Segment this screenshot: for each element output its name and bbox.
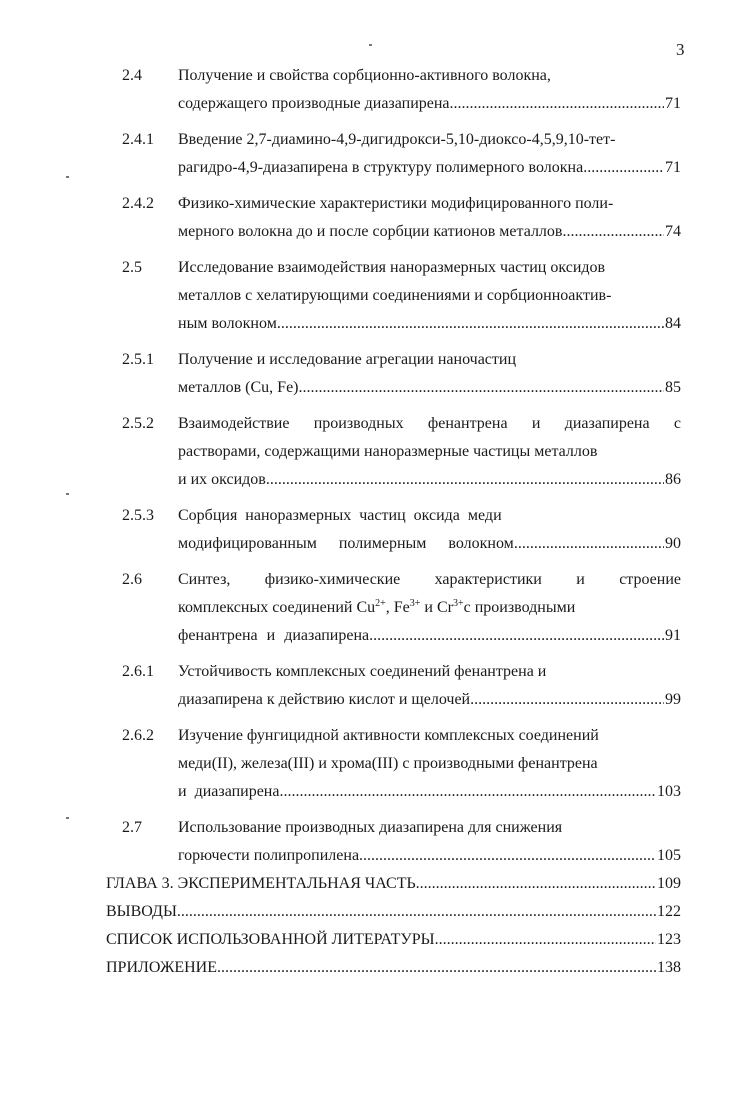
toc-entry-page: 105 xyxy=(657,847,681,864)
toc-entry-text: фенантрена и диазапирена xyxy=(178,627,370,644)
toc-chapter xyxy=(106,926,681,954)
toc-chapter-title: ВЫВОДЫ xyxy=(106,903,177,920)
toc-chapter xyxy=(106,954,681,982)
toc-entry-text: мерного волокна до и после сорбции катионов металлов xyxy=(178,223,563,240)
toc-chapter xyxy=(106,898,681,926)
dot-leader xyxy=(514,530,664,558)
toc-entry-text: Введение 2,7-диамино-4,9-дигидрокси-5,10-диоксо-4,5,9,10-тет- xyxy=(178,131,616,148)
toc-entry-text: металлов с хелатирующими соединениями и сорбционноактив- xyxy=(178,287,612,304)
toc-entry-page: 90 xyxy=(665,535,681,552)
dot-leader xyxy=(266,466,664,494)
toc-entry-text: Физико-химические характеристики модифицированного поли- xyxy=(178,195,614,212)
toc-entry xyxy=(0,566,733,650)
toc-entry-page: 103 xyxy=(657,783,681,800)
toc-entry-page: 71 xyxy=(665,95,681,112)
dot-leader xyxy=(562,218,664,246)
toc-entry-text: Использование производных диазапирена для снижения xyxy=(178,819,563,836)
toc-chapter-page: 123 xyxy=(657,931,681,948)
toc-entry-number: 2.6.1 xyxy=(122,663,154,680)
toc-chapter-title: ГЛАВА 3. ЭКСПЕРИМЕНТАЛЬНАЯ ЧАСТЬ xyxy=(106,875,416,892)
toc-entry-text: рагидро-4,9-диазапирена в структуру полимерного волокна xyxy=(178,159,584,176)
toc-entry-text: Сорбция наноразмерных частиц оксида меди xyxy=(178,507,502,524)
toc-entry-page: 99 xyxy=(665,691,681,708)
dot-leader xyxy=(277,310,664,338)
toc-entry xyxy=(0,190,733,246)
dot-leader xyxy=(369,622,664,650)
toc-entry-page: 84 xyxy=(665,315,681,332)
toc-entry-text: модифицированным полимерным волокном xyxy=(178,535,514,552)
toc-entry-number: 2.5.3 xyxy=(122,507,154,524)
dot-leader xyxy=(279,778,656,806)
toc-entry xyxy=(0,126,733,182)
toc-chapter-page: 109 xyxy=(657,875,681,892)
toc-entry xyxy=(0,658,733,714)
toc-entry-text: Получение и исследование агрегации наночастиц xyxy=(178,351,517,368)
toc-entry-text: Синтез, физико-химические характеристики и строение xyxy=(178,571,681,588)
toc-entry-number: 2.5.2 xyxy=(122,415,154,432)
toc-entry-page: 71 xyxy=(665,159,681,176)
toc-chapter xyxy=(106,870,681,898)
toc-entry-number: 2.6.2 xyxy=(122,727,154,744)
toc-entry-text: диазапирена к действию кислот и щелочей xyxy=(178,691,471,708)
toc-entry-text: горючести полипропилена xyxy=(178,847,360,864)
toc-entry-number: 2.4.1 xyxy=(122,131,154,148)
toc-entry-text: Получение и свойства сорбционно-активного волокна, xyxy=(178,67,551,84)
toc-entry-page: 86 xyxy=(665,471,681,488)
toc-entry-text: Взаимодействие производных фенантрена и диазапирена с xyxy=(178,415,681,432)
toc-entry-text: и их оксидов xyxy=(178,471,266,488)
toc-entry-number: 2.5.1 xyxy=(122,351,154,368)
table-of-contents xyxy=(0,62,733,982)
dot-leader xyxy=(416,870,656,898)
toc-entry-number: 2.7 xyxy=(122,819,142,836)
toc-entry xyxy=(0,814,733,870)
dot-leader xyxy=(217,954,656,982)
toc-entry-text: и диазапирена xyxy=(178,783,280,800)
toc-chapter-title: СПИСОК ИСПОЛЬЗОВАННОЙ ЛИТЕРАТУРЫ xyxy=(106,931,435,948)
dot-leader xyxy=(450,90,664,118)
toc-entry-text: содержащего производные диазапирена xyxy=(178,95,450,112)
toc-entry xyxy=(0,502,733,558)
toc-chapter-page: 138 xyxy=(657,959,681,976)
toc-entry xyxy=(0,62,733,118)
toc-entry-text: металлов (Cu, Fe) xyxy=(178,379,299,396)
dot-leader xyxy=(359,842,656,870)
toc-entry-number: 2.4 xyxy=(122,67,142,84)
toc-entry-text: Изучение фунгицидной активности комплексных соединений xyxy=(178,727,599,744)
toc-entry xyxy=(0,254,733,338)
toc-entry-number: 2.5 xyxy=(122,259,142,276)
toc-entry-text: меди(II), железа(III) и хрома(III) с производными фенантрена xyxy=(178,755,598,772)
scan-mark xyxy=(369,44,372,46)
toc-entry-number: 2.4.2 xyxy=(122,195,154,212)
dot-leader xyxy=(177,898,656,926)
toc-chapter-title: ПРИЛОЖЕНИЕ xyxy=(106,959,218,976)
toc-entry-page: 74 xyxy=(665,223,681,240)
toc-entry-text: Исследование взаимодействия наноразмерных частиц оксидов xyxy=(178,259,606,276)
toc-entry xyxy=(0,722,733,806)
toc-entry-text: ным волокном xyxy=(178,315,277,332)
dot-leader xyxy=(470,686,664,714)
dot-leader xyxy=(435,926,656,954)
toc-entry xyxy=(0,346,733,402)
toc-chapter-page: 122 xyxy=(657,903,681,920)
toc-entry xyxy=(0,410,733,494)
toc-entry-page: 91 xyxy=(665,627,681,644)
dot-leader xyxy=(583,154,664,182)
toc-entry-text-formula: комплексных соединений $Cu^{2+}$, $Fe^{3+}$ и $Cr^{3+}с$ производными xyxy=(178,598,576,616)
page-number: 3 xyxy=(676,40,685,59)
toc-entry-page: 85 xyxy=(665,379,681,396)
toc-entry-text: Устойчивость комплексных соединений фенантрена и xyxy=(178,663,547,680)
toc-entry-number: 2.6 xyxy=(122,571,142,588)
toc-entry-text: растворами, содержащими наноразмерные частицы металлов xyxy=(178,443,598,460)
dot-leader xyxy=(299,374,664,402)
